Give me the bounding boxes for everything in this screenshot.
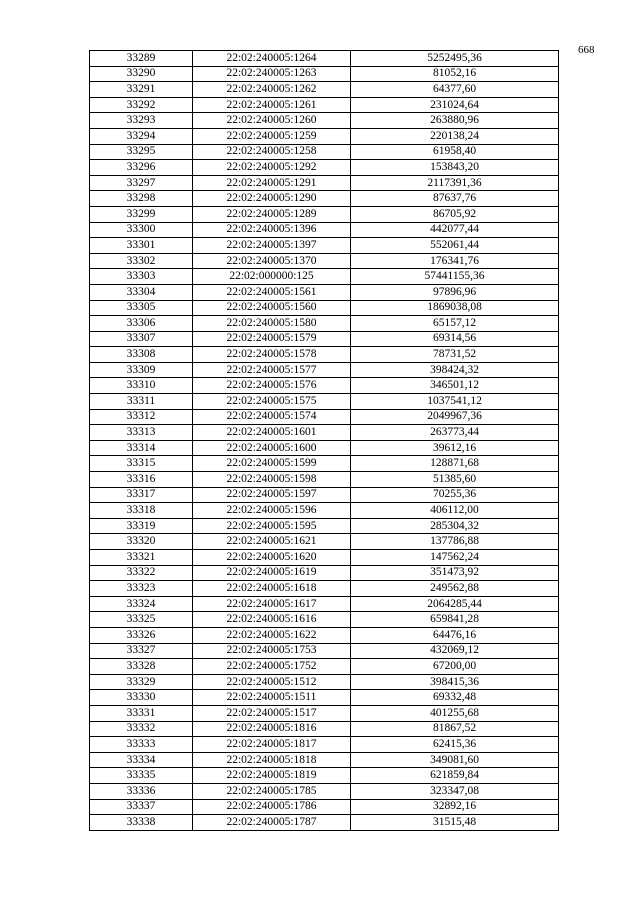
cadastral-number-cell: 22:02:240005:1370 bbox=[193, 253, 351, 269]
cadastral-value-cell: 249562,88 bbox=[351, 581, 559, 597]
row-number-cell: 33289 bbox=[90, 51, 193, 67]
cadastral-number-cell: 22:02:240005:1785 bbox=[193, 783, 351, 799]
cadastral-number-cell: 22:02:240005:1597 bbox=[193, 487, 351, 503]
cadastral-value-cell: 5252495,36 bbox=[351, 51, 559, 67]
cadastral-number-cell: 22:02:240005:1577 bbox=[193, 362, 351, 378]
cadastral-value-cell: 621859,84 bbox=[351, 768, 559, 784]
table-row bbox=[90, 518, 559, 534]
table-row bbox=[90, 815, 559, 831]
row-number-cell: 33313 bbox=[90, 425, 193, 441]
cadastral-number-cell: 22:02:240005:1600 bbox=[193, 440, 351, 456]
table-row bbox=[90, 550, 559, 566]
cadastral-number-cell: 22:02:240005:1260 bbox=[193, 113, 351, 129]
cadastral-number-cell: 22:02:240005:1816 bbox=[193, 721, 351, 737]
cadastral-number-cell: 22:02:240005:1616 bbox=[193, 612, 351, 628]
cadastral-number-cell: 22:02:240005:1580 bbox=[193, 316, 351, 332]
cadastral-value-cell: 97896,96 bbox=[351, 284, 559, 300]
cadastral-value-table bbox=[89, 50, 559, 831]
row-number-cell: 33291 bbox=[90, 82, 193, 98]
cadastral-number-cell: 22:02:240005:1575 bbox=[193, 394, 351, 410]
row-number-cell: 33337 bbox=[90, 799, 193, 815]
cadastral-number-cell: 22:02:240005:1259 bbox=[193, 128, 351, 144]
cadastral-value-cell: 351473,92 bbox=[351, 565, 559, 581]
table-row bbox=[90, 705, 559, 721]
row-number-cell: 33294 bbox=[90, 128, 193, 144]
cadastral-value-cell: 2117391,36 bbox=[351, 175, 559, 191]
cadastral-value-cell: 67200,00 bbox=[351, 659, 559, 675]
table-row bbox=[90, 51, 559, 67]
table-row bbox=[90, 425, 559, 441]
cadastral-number-cell: 22:02:240005:1264 bbox=[193, 51, 351, 67]
table-row bbox=[90, 128, 559, 144]
table-row bbox=[90, 300, 559, 316]
row-number-cell: 33338 bbox=[90, 815, 193, 831]
cadastral-number-cell: 22:02:240005:1291 bbox=[193, 175, 351, 191]
cadastral-value-cell: 442077,44 bbox=[351, 222, 559, 238]
cadastral-value-cell: 128871,68 bbox=[351, 456, 559, 472]
cadastral-value-cell: 86705,92 bbox=[351, 206, 559, 222]
cadastral-number-cell: 22:02:240005:1511 bbox=[193, 690, 351, 706]
cadastral-number-cell: 22:02:240005:1817 bbox=[193, 737, 351, 753]
row-number-cell: 33301 bbox=[90, 238, 193, 254]
table-row bbox=[90, 378, 559, 394]
cadastral-number-cell: 22:02:240005:1617 bbox=[193, 596, 351, 612]
row-number-cell: 33297 bbox=[90, 175, 193, 191]
cadastral-value-cell: 69332,48 bbox=[351, 690, 559, 706]
row-number-cell: 33332 bbox=[90, 721, 193, 737]
row-number-cell: 33323 bbox=[90, 581, 193, 597]
table-row bbox=[90, 253, 559, 269]
row-number-cell: 33310 bbox=[90, 378, 193, 394]
table-row bbox=[90, 596, 559, 612]
cadastral-value-cell: 176341,76 bbox=[351, 253, 559, 269]
cadastral-number-cell: 22:02:240005:1752 bbox=[193, 659, 351, 675]
table-row bbox=[90, 362, 559, 378]
row-number-cell: 33299 bbox=[90, 206, 193, 222]
row-number-cell: 33290 bbox=[90, 66, 193, 82]
table-row bbox=[90, 284, 559, 300]
row-number-cell: 33317 bbox=[90, 487, 193, 503]
row-number-cell: 33331 bbox=[90, 705, 193, 721]
cadastral-value-cell: 147562,24 bbox=[351, 550, 559, 566]
cadastral-value-cell: 31515,48 bbox=[351, 815, 559, 831]
row-number-cell: 33302 bbox=[90, 253, 193, 269]
cadastral-number-cell: 22:02:240005:1819 bbox=[193, 768, 351, 784]
table-row bbox=[90, 581, 559, 597]
table-row bbox=[90, 659, 559, 675]
table-row bbox=[90, 175, 559, 191]
row-number-cell: 33315 bbox=[90, 456, 193, 472]
cadastral-number-cell: 22:02:240005:1818 bbox=[193, 752, 351, 768]
cadastral-value-cell: 87637,76 bbox=[351, 191, 559, 207]
cadastral-number-cell: 22:02:240005:1596 bbox=[193, 503, 351, 519]
table-row bbox=[90, 565, 559, 581]
table-row bbox=[90, 160, 559, 176]
table-row bbox=[90, 799, 559, 815]
row-number-cell: 33322 bbox=[90, 565, 193, 581]
cadastral-number-cell: 22:02:240005:1579 bbox=[193, 331, 351, 347]
cadastral-value-cell: 39612,16 bbox=[351, 440, 559, 456]
cadastral-value-cell: 220138,24 bbox=[351, 128, 559, 144]
cadastral-value-cell: 81867,52 bbox=[351, 721, 559, 737]
row-number-cell: 33296 bbox=[90, 160, 193, 176]
row-number-cell: 33316 bbox=[90, 472, 193, 488]
row-number-cell: 33311 bbox=[90, 394, 193, 410]
row-number-cell: 33307 bbox=[90, 331, 193, 347]
table-row bbox=[90, 487, 559, 503]
cadastral-value-cell: 153843,20 bbox=[351, 160, 559, 176]
cadastral-number-cell: 22:02:240005:1787 bbox=[193, 815, 351, 831]
cadastral-number-cell: 22:02:240005:1561 bbox=[193, 284, 351, 300]
table-row bbox=[90, 222, 559, 238]
cadastral-value-cell: 285304,32 bbox=[351, 518, 559, 534]
row-number-cell: 33330 bbox=[90, 690, 193, 706]
row-number-cell: 33304 bbox=[90, 284, 193, 300]
cadastral-value-cell: 406112,00 bbox=[351, 503, 559, 519]
cadastral-number-cell: 22:02:240005:1578 bbox=[193, 347, 351, 363]
table-row bbox=[90, 721, 559, 737]
cadastral-number-cell: 22:02:240005:1576 bbox=[193, 378, 351, 394]
cadastral-number-cell: 22:02:240005:1292 bbox=[193, 160, 351, 176]
cadastral-value-cell: 398424,32 bbox=[351, 362, 559, 378]
row-number-cell: 33334 bbox=[90, 752, 193, 768]
cadastral-number-cell: 22:02:240005:1397 bbox=[193, 238, 351, 254]
cadastral-number-cell: 22:02:240005:1574 bbox=[193, 409, 351, 425]
cadastral-value-cell: 346501,12 bbox=[351, 378, 559, 394]
row-number-cell: 33321 bbox=[90, 550, 193, 566]
cadastral-number-cell: 22:02:240005:1620 bbox=[193, 550, 351, 566]
cadastral-number-cell: 22:02:240005:1560 bbox=[193, 300, 351, 316]
cadastral-value-cell: 51385,60 bbox=[351, 472, 559, 488]
row-number-cell: 33329 bbox=[90, 674, 193, 690]
cadastral-number-cell: 22:02:240005:1786 bbox=[193, 799, 351, 815]
row-number-cell: 33326 bbox=[90, 627, 193, 643]
cadastral-value-cell: 432069,12 bbox=[351, 643, 559, 659]
table-row bbox=[90, 409, 559, 425]
cadastral-value-cell: 81052,16 bbox=[351, 66, 559, 82]
table-row bbox=[90, 472, 559, 488]
row-number-cell: 33309 bbox=[90, 362, 193, 378]
table-row bbox=[90, 690, 559, 706]
row-number-cell: 33327 bbox=[90, 643, 193, 659]
row-number-cell: 33325 bbox=[90, 612, 193, 628]
table-row bbox=[90, 737, 559, 753]
cadastral-number-cell: 22:02:240005:1622 bbox=[193, 627, 351, 643]
cadastral-number-cell: 22:02:240005:1595 bbox=[193, 518, 351, 534]
row-number-cell: 33314 bbox=[90, 440, 193, 456]
cadastral-number-cell: 22:02:240005:1258 bbox=[193, 144, 351, 160]
table-row bbox=[90, 768, 559, 784]
table-row bbox=[90, 206, 559, 222]
cadastral-value-cell: 32892,16 bbox=[351, 799, 559, 815]
row-number-cell: 33318 bbox=[90, 503, 193, 519]
cadastral-value-cell: 1037541,12 bbox=[351, 394, 559, 410]
cadastral-number-cell: 22:02:240005:1601 bbox=[193, 425, 351, 441]
cadastral-value-cell: 263773,44 bbox=[351, 425, 559, 441]
cadastral-number-cell: 22:02:240005:1618 bbox=[193, 581, 351, 597]
cadastral-value-cell: 78731,52 bbox=[351, 347, 559, 363]
table-row bbox=[90, 783, 559, 799]
table-row bbox=[90, 66, 559, 82]
cadastral-value-cell: 1869038,08 bbox=[351, 300, 559, 316]
row-number-cell: 33306 bbox=[90, 316, 193, 332]
table-row bbox=[90, 113, 559, 129]
cadastral-value-cell: 69314,56 bbox=[351, 331, 559, 347]
table-row bbox=[90, 238, 559, 254]
cadastral-number-cell: 22:02:240005:1263 bbox=[193, 66, 351, 82]
cadastral-value-cell: 2049967,36 bbox=[351, 409, 559, 425]
cadastral-value-cell: 401255,68 bbox=[351, 705, 559, 721]
table-row bbox=[90, 394, 559, 410]
cadastral-value-cell: 349081,60 bbox=[351, 752, 559, 768]
row-number-cell: 33305 bbox=[90, 300, 193, 316]
cadastral-number-cell: 22:02:240005:1512 bbox=[193, 674, 351, 690]
cadastral-value-cell: 323347,08 bbox=[351, 783, 559, 799]
row-number-cell: 33320 bbox=[90, 534, 193, 550]
cadastral-value-cell: 137786,88 bbox=[351, 534, 559, 550]
table-row bbox=[90, 316, 559, 332]
table-row bbox=[90, 456, 559, 472]
table-row bbox=[90, 674, 559, 690]
table-row bbox=[90, 752, 559, 768]
row-number-cell: 33319 bbox=[90, 518, 193, 534]
cadastral-value-cell: 64377,60 bbox=[351, 82, 559, 98]
row-number-cell: 33292 bbox=[90, 97, 193, 113]
table-row bbox=[90, 503, 559, 519]
cadastral-value-cell: 398415,36 bbox=[351, 674, 559, 690]
table-row bbox=[90, 440, 559, 456]
cadastral-value-cell: 231024,64 bbox=[351, 97, 559, 113]
row-number-cell: 33336 bbox=[90, 783, 193, 799]
cadastral-value-cell: 552061,44 bbox=[351, 238, 559, 254]
cadastral-value-cell: 62415,36 bbox=[351, 737, 559, 753]
table-row bbox=[90, 144, 559, 160]
table-row bbox=[90, 269, 559, 285]
cadastral-number-cell: 22:02:240005:1517 bbox=[193, 705, 351, 721]
row-number-cell: 33308 bbox=[90, 347, 193, 363]
cadastral-number-cell: 22:02:240005:1396 bbox=[193, 222, 351, 238]
cadastral-value-cell: 263880,96 bbox=[351, 113, 559, 129]
row-number-cell: 33298 bbox=[90, 191, 193, 207]
table-row bbox=[90, 347, 559, 363]
cadastral-value-cell: 659841,28 bbox=[351, 612, 559, 628]
table-row bbox=[90, 612, 559, 628]
row-number-cell: 33303 bbox=[90, 269, 193, 285]
row-number-cell: 33295 bbox=[90, 144, 193, 160]
cadastral-number-cell: 22:02:240005:1599 bbox=[193, 456, 351, 472]
cadastral-value-cell: 64476,16 bbox=[351, 627, 559, 643]
cadastral-value-cell: 57441155,36 bbox=[351, 269, 559, 285]
cadastral-number-cell: 22:02:240005:1598 bbox=[193, 472, 351, 488]
cadastral-number-cell: 22:02:240005:1619 bbox=[193, 565, 351, 581]
row-number-cell: 33324 bbox=[90, 596, 193, 612]
cadastral-value-cell: 65157,12 bbox=[351, 316, 559, 332]
row-number-cell: 33333 bbox=[90, 737, 193, 753]
table-body bbox=[90, 51, 559, 831]
cadastral-value-cell: 70255,36 bbox=[351, 487, 559, 503]
table-row bbox=[90, 643, 559, 659]
table-row bbox=[90, 191, 559, 207]
cadastral-number-cell: 22:02:000000:125 bbox=[193, 269, 351, 285]
cadastral-number-cell: 22:02:240005:1621 bbox=[193, 534, 351, 550]
table-row bbox=[90, 331, 559, 347]
row-number-cell: 33293 bbox=[90, 113, 193, 129]
cadastral-value-cell: 61958,40 bbox=[351, 144, 559, 160]
cadastral-number-cell: 22:02:240005:1262 bbox=[193, 82, 351, 98]
row-number-cell: 33328 bbox=[90, 659, 193, 675]
table-row bbox=[90, 97, 559, 113]
table-row bbox=[90, 82, 559, 98]
cadastral-number-cell: 22:02:240005:1289 bbox=[193, 206, 351, 222]
cadastral-number-cell: 22:02:240005:1290 bbox=[193, 191, 351, 207]
cadastral-number-cell: 22:02:240005:1261 bbox=[193, 97, 351, 113]
cadastral-number-cell: 22:02:240005:1753 bbox=[193, 643, 351, 659]
row-number-cell: 33300 bbox=[90, 222, 193, 238]
cadastral-value-cell: 2064285,44 bbox=[351, 596, 559, 612]
row-number-cell: 33312 bbox=[90, 409, 193, 425]
page-number: 668 bbox=[578, 44, 595, 56]
row-number-cell: 33335 bbox=[90, 768, 193, 784]
table-row bbox=[90, 534, 559, 550]
table-row bbox=[90, 627, 559, 643]
